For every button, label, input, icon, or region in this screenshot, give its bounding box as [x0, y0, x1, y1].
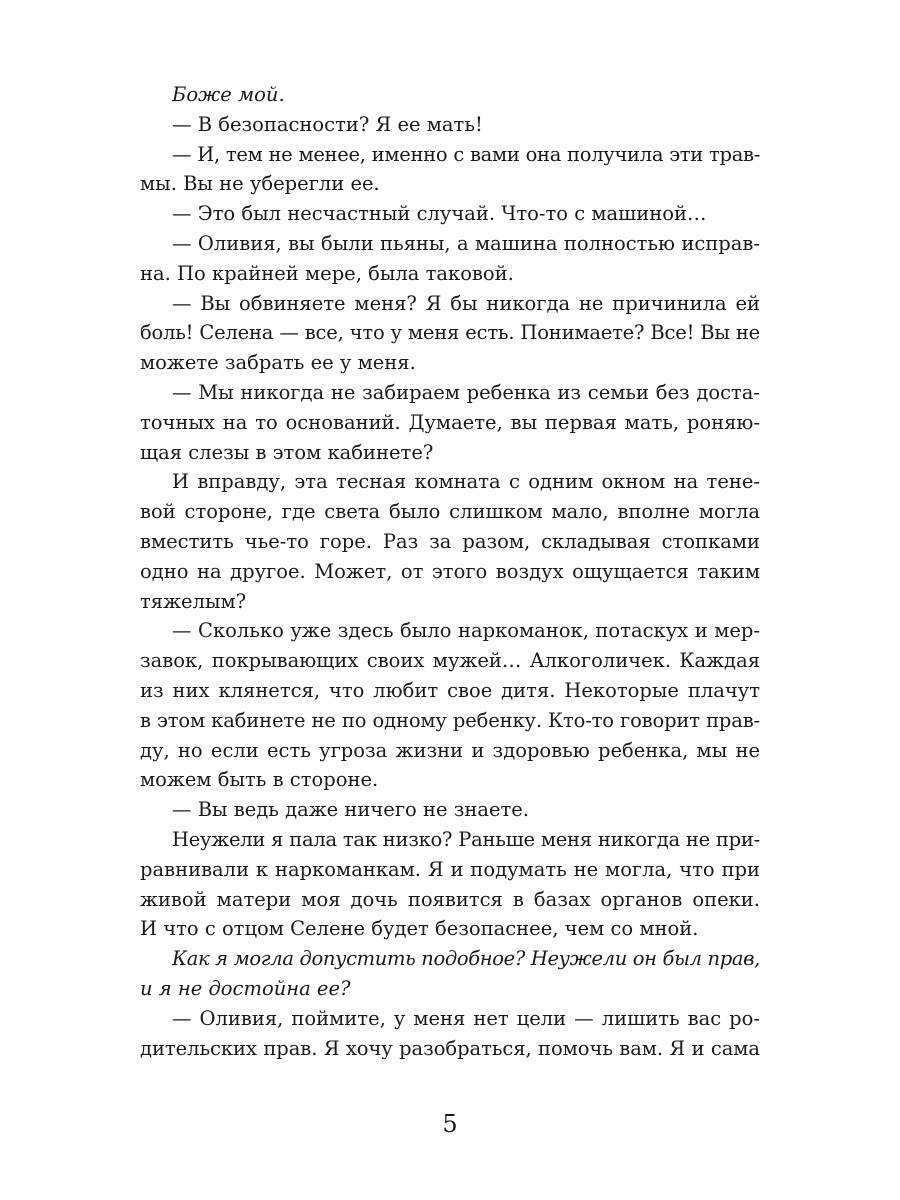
text-line: И что с отцом Селене будет безопаснее, чем со мной. — [140, 917, 699, 941]
text-line: вместить чье-то горе. Раз за разом, складывая стопками — [140, 529, 760, 553]
text-line: мы. Вы не уберегли ее. — [140, 172, 380, 196]
text-line: И вправду, эта тесная комната с одним окном на тене- — [172, 470, 760, 494]
text-line: Неужели я пала так низко? Раньше меня никогда не при- — [172, 827, 760, 851]
text-line: Боже мой. — [172, 83, 285, 106]
text-line: ду, но если есть угроза жизни и здоровью ребенка, мы не — [140, 738, 760, 762]
text-line: точных на то оснований. Думаете, вы первая мать, роняю- — [140, 410, 760, 434]
text-line: — Оливия, вы были пьяны, а машина полностью исправ- — [172, 231, 760, 255]
text-line: тяжелым? — [140, 589, 247, 613]
text-line: боль! Селена — все, что у меня есть. Понимаете? Все! Вы не — [140, 321, 760, 345]
page-number: 5 — [442, 1110, 458, 1138]
text-line: — В безопасности? Я ее мать! — [172, 112, 483, 136]
text-line: одно на другое. Может, от этого воздух ощущается таким — [140, 559, 760, 583]
text-line: Как я могла допустить подобное? Неужели он был прав, — [172, 947, 760, 971]
text-line: из них клянется, что любит свое дитя. Некоторые плачут — [140, 678, 760, 702]
text-line: — Вы обвиняете меня? Я бы никогда не причинила ей — [172, 291, 760, 315]
text-line: — Это был несчастный случай. Что-то с машиной… — [172, 202, 707, 226]
text-line: — Мы никогда не забираем ребенка из семьи без доста- — [172, 380, 760, 404]
text-line: вой стороне, где света было слишком мало, вполне могла — [140, 500, 760, 524]
text-line: в этом кабинете не по одному ребенку. Кто-то говорит прав- — [140, 708, 760, 732]
text-line: живой матери моя дочь появится в базах органов опеки. — [140, 887, 760, 911]
text-line: равнивали к наркоманкам. Я и подумать не могла, что при — [140, 857, 760, 881]
text-line: — Вы ведь даже ничего не знаете. — [172, 798, 530, 822]
text-line: — Сколько уже здесь было наркоманок, потаскух и мер- — [172, 619, 760, 643]
text-line: щая слезы в этом кабинете? — [140, 440, 434, 464]
text-line: дительских прав. Я хочу разобраться, помочь вам. Я и сама — [140, 1036, 760, 1060]
text-line: на. По крайней мере, была таковой. — [140, 261, 514, 285]
text-line: — Оливия, поймите, у меня нет цели — лишить вас ро- — [172, 1006, 760, 1030]
text-line: можем быть в стороне. — [140, 768, 379, 792]
text-line: можете забрать ее у меня. — [140, 351, 416, 375]
text-line: и я не достойна ее? — [140, 976, 351, 1000]
text-line: — И, тем не менее, именно с вами она получила эти трав- — [172, 142, 760, 166]
body-text — [140, 80, 760, 1063]
text-line: завок, покрывающих своих мужей… Алкоголичек. Каждая — [140, 649, 760, 673]
